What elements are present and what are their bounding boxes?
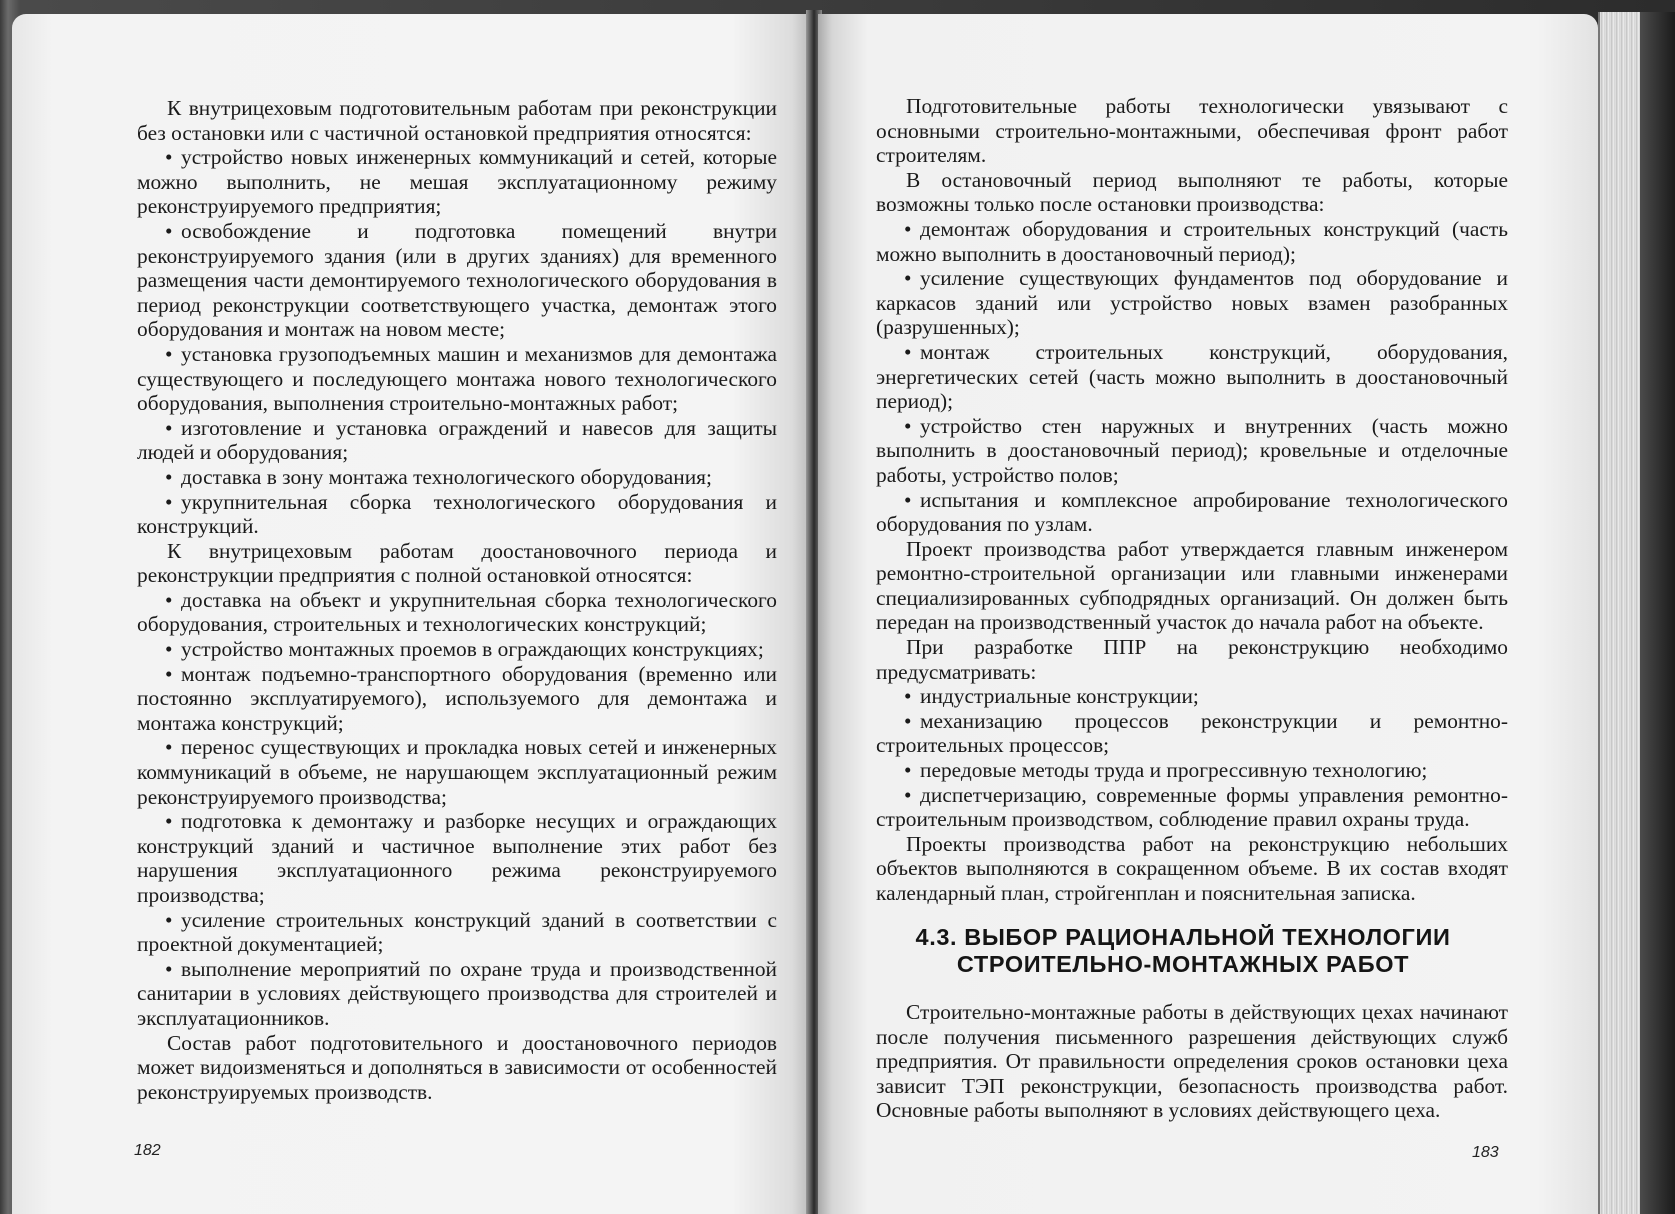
bullet-text: механизацию процессов реконструкции и ремонтно-строительных процессов; xyxy=(876,708,1508,758)
bullet-item xyxy=(876,488,1508,537)
bullet-item xyxy=(876,709,1508,758)
bullet-item xyxy=(137,145,777,219)
bullet-icon: • xyxy=(165,661,173,686)
bullet-icon: • xyxy=(904,413,912,438)
paragraph: К внутрицеховым работам доостановочного периода и реконструкции предприятия с полной остановкой относятся: xyxy=(137,538,777,588)
paragraph: Строительно-монтажные работы в действующих цехах начинают после получения письменного разрешения действующих служб предприятия. От правильности определения сроков остановки цеха зависит ТЭП реконструкции, безопасность производства работ. Основные работы выполняют в условиях действующего цеха. xyxy=(876,1000,1508,1123)
bullet-icon: • xyxy=(165,145,173,170)
bullet-item xyxy=(137,588,777,637)
bullet-icon: • xyxy=(904,758,912,783)
bullet-icon: • xyxy=(165,489,173,514)
bullet-text: изготовление и установка ограждений и навесов для защиты людей и оборудования; xyxy=(137,415,777,465)
bullet-icon: • xyxy=(165,637,173,662)
bullet-text: установка грузоподъемных машин и механизмов для демонтажа существующего и последующего монтажа нового технологического оборудования, выполнения строительно-монтажных работ; xyxy=(137,341,777,416)
left-page xyxy=(12,14,812,1214)
bullet-text: доставка на объект и укрупнительная сборка технологического оборудования, строительных и технологических конструкций; xyxy=(137,587,777,637)
bullet-item xyxy=(137,342,777,416)
bullet-text: испытания и комплексное апробирование технологического оборудования по узлам. xyxy=(876,487,1508,537)
paragraph: Подготовительные работы технологически увязывают с основными строительно-монтажными, обеспечивая фронт работ строителям. xyxy=(876,94,1508,168)
section-heading-line1: 4.3. ВЫБОР РАЦИОНАЛЬНОЙ ТЕХНОЛОГИИ xyxy=(915,924,1451,950)
bullet-icon: • xyxy=(165,415,173,440)
bullet-icon: • xyxy=(165,587,173,612)
paragraph: Проект производства работ утверждается главным инженером ремонтно-строительной организации или главными инженерами специализированных субподрядных организаций. Он должен быть передан на производственный участок до начала работ на объекте. xyxy=(876,536,1508,635)
bullet-item xyxy=(137,637,777,662)
section-body-paragraph xyxy=(876,1000,1508,1123)
bullet-icon: • xyxy=(165,907,173,932)
bullet-icon: • xyxy=(904,216,912,241)
bullet-text: подготовка к демонтажу и разборке несущих и ограждающих конструкций зданий и частичное выполнение этих работ без нарушения эксплуатационного режима реконструируемого производства; xyxy=(137,809,777,907)
paragraph: В остановочный период выполняют те работы, которые возможны только после остановки производства: xyxy=(876,167,1508,217)
book-cover-edge xyxy=(1640,12,1675,1214)
bullet-item xyxy=(876,783,1508,832)
bullet-icon: • xyxy=(904,782,912,807)
bullet-item xyxy=(137,809,777,907)
paragraph: Проекты производства работ на реконструкцию небольших объектов выполняются в сокращенном объеме. В их состав входят календарный план, стройгенплан и пояснительная записка. xyxy=(876,831,1508,905)
bullet-item xyxy=(137,416,777,465)
bullet-item xyxy=(137,957,777,1031)
bullet-text: доставка в зону монтажа технологического оборудования; xyxy=(181,464,712,489)
bullet-item xyxy=(137,735,777,809)
bullet-icon: • xyxy=(165,809,173,834)
bullet-text: усиление существующих фундаментов под оборудование и каркасов зданий или устройство новых взамен разобранных (разрушенных); xyxy=(876,266,1508,340)
bullet-text: демонтаж оборудования и строительных конструкций (часть можно выполнить в доостановочный период); xyxy=(876,216,1508,266)
bullet-text: выполнение мероприятий по охране труда и производственной санитарии в условиях действующего производства для строителей и эксплуатационников. xyxy=(137,956,777,1030)
paragraph: К внутрицеховым подготовительным работам при реконструкции без остановки или с частичной остановкой предприятия относятся: xyxy=(137,96,777,145)
section-heading xyxy=(903,924,1463,978)
bullet-text: освобождение и подготовка помещений внутри реконструируемого здания (или в других зданиях) для временного размещения части демонтируемого технологического оборудования в период реконструкции соответствующего участка, демонтаж этого оборудования и монтаж на новом месте; xyxy=(137,218,777,342)
bullet-text: перенос существующих и прокладка новых сетей и инженерных коммуникаций в объеме, не нарушающем эксплуатационный режим реконструируемого производства; xyxy=(137,735,777,809)
page-number-left: 182 xyxy=(134,1142,161,1159)
bullet-item xyxy=(137,219,777,342)
page-number-right: 183 xyxy=(1472,1144,1499,1161)
bullet-icon: • xyxy=(165,341,173,366)
bullet-item xyxy=(876,414,1508,488)
bullet-icon: • xyxy=(165,464,173,489)
bullet-item xyxy=(137,465,777,490)
bullet-text: устройство монтажных проемов в ограждающих конструкциях; xyxy=(181,637,764,662)
bullet-item xyxy=(876,340,1508,414)
bullet-item xyxy=(876,758,1508,783)
paragraph: При разработке ППР на реконструкцию необходимо предусматривать: xyxy=(876,635,1508,684)
section-heading-line2: СТРОИТЕЛЬНО-МОНТАЖНЫХ РАБОТ xyxy=(956,951,1410,977)
bullet-text: устройство новых инженерных коммуникаций и сетей, которые можно выполнить, не мешая эксплуатационному режиму реконструируемого предприятия; xyxy=(137,145,777,219)
right-page-text xyxy=(876,94,1508,906)
bullet-text: индустриальные конструкции; xyxy=(920,684,1199,709)
bullet-icon: • xyxy=(904,684,912,709)
bullet-item xyxy=(876,684,1508,709)
bullet-icon: • xyxy=(904,708,912,733)
bullet-icon: • xyxy=(165,735,173,760)
bullet-text: монтаж подъемно-транспортного оборудования (временно или постоянно эксплуатируемого), используемого для демонтажа и монтажа конструкций; xyxy=(137,661,777,735)
bullet-text: диспетчеризацию, современные формы управления ремонтно-строительным производством, соблюдение правил охраны труда. xyxy=(876,782,1508,832)
left-page-text xyxy=(137,96,777,1104)
bullet-item xyxy=(137,662,777,736)
bullet-icon: • xyxy=(904,339,912,364)
bullet-text: передовые методы труда и прогрессивную технологию; xyxy=(920,758,1428,783)
bullet-item xyxy=(137,490,777,539)
bullet-item xyxy=(137,908,777,957)
bullet-text: усиление строительных конструкций зданий в соответствии с проектной документацией; xyxy=(137,907,777,957)
paragraph: Состав работ подготовительного и доостановочного периодов может видоизменяться и дополняться в зависимости от особенностей реконструируемых производств. xyxy=(137,1030,777,1104)
bullet-item xyxy=(876,217,1508,266)
bullet-text: укрупнительная сборка технологического оборудования и конструкций. xyxy=(137,489,777,539)
bullet-icon: • xyxy=(165,218,173,243)
bullet-text: устройство стен наружных и внутренних (часть можно выполнить в доостановочный период); кровельные и отделочные работы, устройство полов; xyxy=(876,413,1508,487)
bullet-item xyxy=(876,266,1508,340)
right-page xyxy=(818,14,1598,1214)
bullet-icon: • xyxy=(165,956,173,981)
bullet-icon: • xyxy=(904,266,912,291)
bullet-text: монтаж строительных конструкций, оборудования, энергетических сетей (часть можно выполнить в доостановочный период); xyxy=(876,339,1508,414)
bullet-icon: • xyxy=(904,487,912,512)
